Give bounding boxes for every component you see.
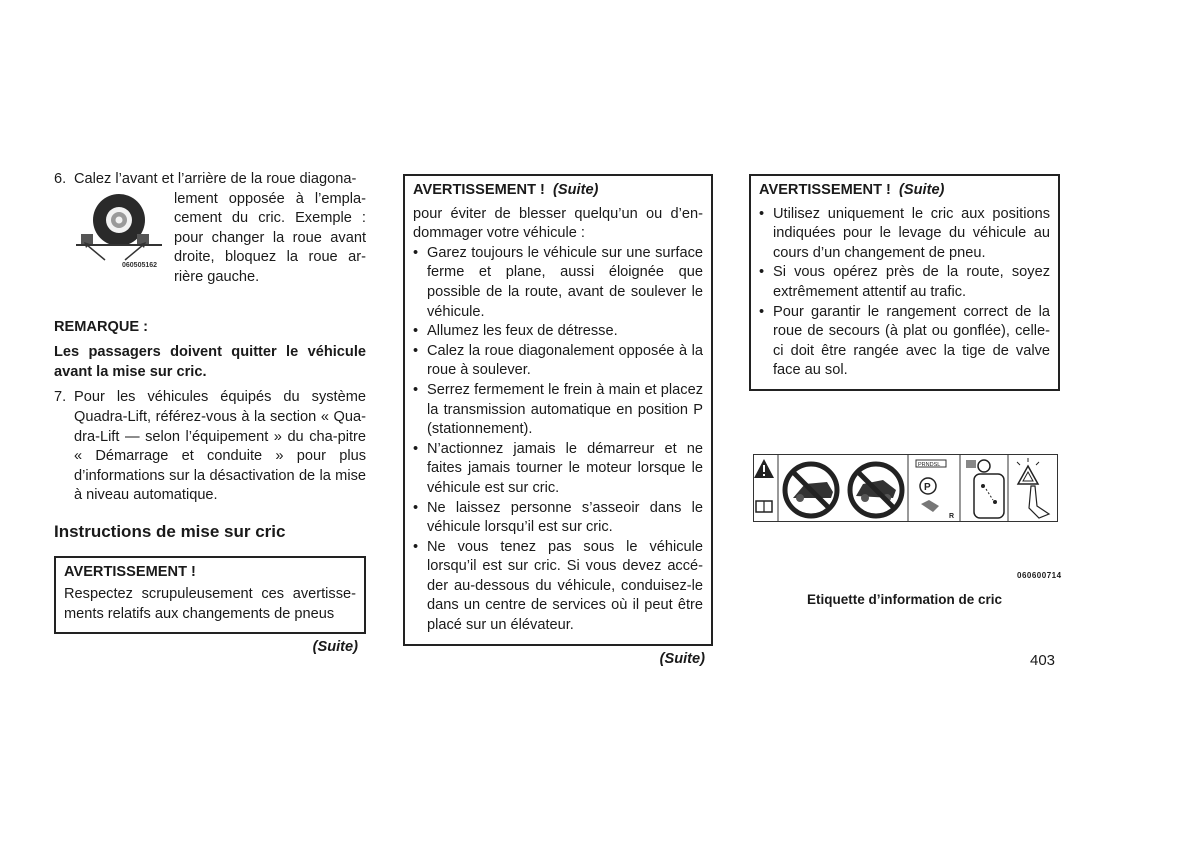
list-item: • Serrez fermement le frein à main et placez la transmission automatique en position P (stationnement).: [413, 381, 703, 438]
svg-text:R: R: [949, 513, 955, 520]
step-7-number: 7.: [54, 389, 67, 406]
warning-continued-title: [413, 181, 703, 201]
list-item: • Calez la roue diagonalement opposée à la roue à soulever.: [413, 342, 703, 379]
label-caption: Etiquette d’information de cric: [806, 592, 1003, 607]
step-7-text: Pour les véhicules équipés du système Quadra-Lift, référez-vous à la section « Qua-dra-Lift — selon l’équipement » du cha-pitre « Démarrage et conduite » pour plus d’informations sur la désactivation de la mise à niveau automatique.: [74, 389, 366, 504]
no-vehicle-on-jack-icon: [850, 464, 902, 516]
section-title: Instructions de mise sur cric: [54, 521, 286, 541]
remark-title: REMARQUE :: [54, 318, 149, 335]
svg-text:PRNDSL: PRNDSL: [918, 462, 941, 468]
right-column: [749, 174, 1060, 391]
warning-bullet-list: [759, 205, 1050, 381]
warning-box: [54, 556, 366, 635]
warning-title-text: AVERTISSEMENT !: [413, 182, 545, 198]
svg-text:P: P: [924, 482, 931, 493]
warning-title-suite: (Suite): [553, 182, 599, 198]
step-6-first-line: Calez l’avant et l’arrière de la roue diagona-: [74, 171, 357, 187]
suite-label: (Suite): [312, 639, 358, 656]
jack-information-label: [753, 454, 1058, 522]
list-item: • Ne laissez personne s’asseoir dans le véhicule lorsqu’il est sur cric.: [413, 499, 703, 536]
remark-body: Les passagers doivent quitter le véhicule avant la mise sur cric.: [54, 344, 366, 380]
page-number: 403: [1030, 652, 1056, 669]
warning-continued-box: [749, 174, 1060, 391]
list-item: • Pour garantir le rangement correct de la roue de secours (à plat ou gonflée), celle-ci doit être rangée avec la tige de valve face au sol.: [759, 303, 1050, 379]
no-person-under-vehicle-icon: [785, 464, 837, 516]
list-item: • Allumez les feux de détresse.: [413, 323, 618, 340]
warning-title: AVERTISSEMENT !: [64, 563, 196, 580]
warning-continued-box: [403, 174, 713, 646]
step-7: [54, 388, 366, 506]
step-6: [54, 170, 366, 288]
wheel-chock-illustration: [74, 192, 174, 288]
warning-continued-title: [759, 181, 1050, 201]
suite-label: (Suite): [659, 650, 705, 667]
warning-title-text: AVERTISSEMENT !: [759, 182, 891, 198]
list-item: • Ne vous tenez pas sous le véhicule lorsqu’il est sur cric. Si vous devez accé-der au-dessous du véhicule, conduisez-le dans un centre de services où il peut être placé sur un élévateur.: [413, 538, 703, 634]
middle-column: [403, 174, 713, 669]
label-code: 060600714: [1017, 571, 1062, 580]
list-item: • Si vous opérez près de la route, soyez extrêmement attentif au trafic.: [759, 264, 1050, 300]
left-column: [54, 170, 366, 658]
list-item: • Garez toujours le véhicule sur une surface ferme et plane, aussi éloignée que possible de la route, avant de soulever le véhicule.: [413, 244, 703, 320]
step-6-number: 6.: [54, 171, 67, 187]
warning-title-suite: (Suite): [899, 182, 945, 198]
step-6-text: lement opposée à l’empla-cement du cric. Exemple : pour changer la roue avant droite, bloquez la roue ar-rière gauche.: [174, 190, 366, 285]
list-item: • Utilisez uniquement le cric aux positions indiquées pour le levage du véhicule au cours d’un changement de pneu.: [759, 205, 1050, 261]
list-item: • N’actionnez jamais le démarreur et ne faites jamais tourner le moteur lorsque le véhicule est sur cric.: [413, 440, 703, 496]
warning-body: Respectez scrupuleusement ces avertisse-ments relatifs aux changements de pneus: [64, 586, 356, 622]
warning-bullet-list: [413, 244, 703, 636]
illustration-code: 060505162: [122, 261, 158, 268]
warning-intro: pour éviter de blesser quelqu’un ou d’en-dommager votre véhicule :: [413, 205, 703, 242]
